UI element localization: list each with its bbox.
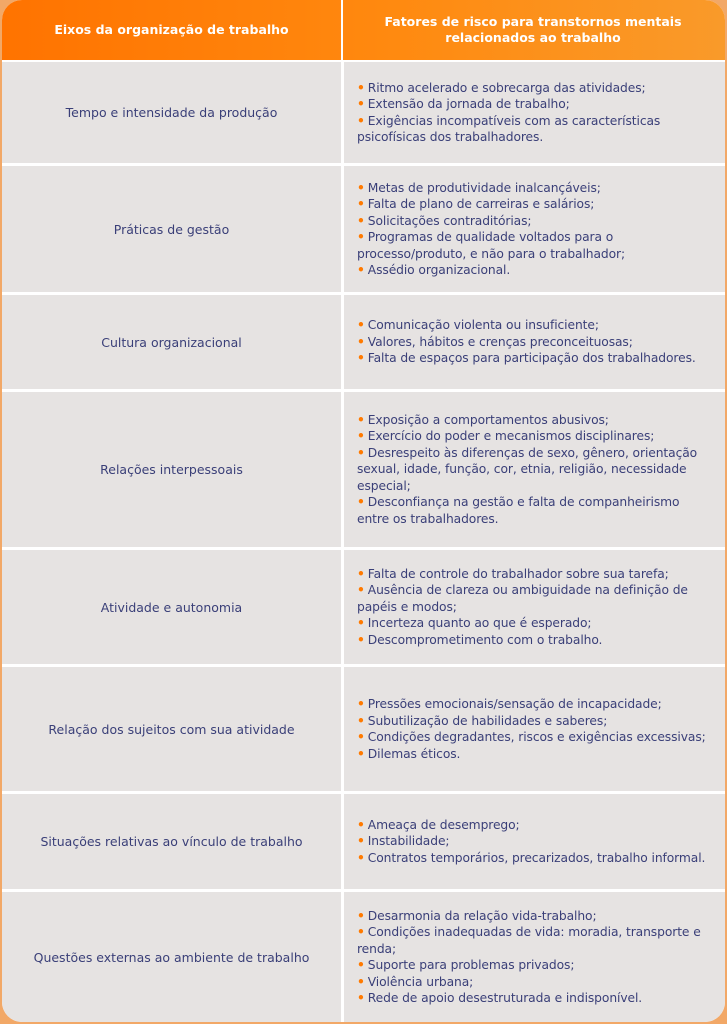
axis-cell: Situações relativas ao vínculo de trabalho bbox=[2, 794, 341, 889]
list-item: • Subutilização de habilidades e saberes; bbox=[357, 713, 706, 730]
table-row bbox=[2, 667, 725, 791]
list-item: • Falta de controle do trabalhador sobre sua tarefa; bbox=[357, 566, 715, 583]
factors-cell bbox=[344, 166, 725, 292]
risk-factors-table bbox=[2, 0, 725, 1022]
list-item: • Contratos temporários, precarizados, trabalho informal. bbox=[357, 850, 705, 867]
factors-list bbox=[357, 80, 715, 146]
table-row bbox=[2, 62, 725, 163]
axis-cell: Relações interpessoais bbox=[2, 392, 341, 547]
factors-cell bbox=[344, 62, 725, 163]
list-item: • Metas de produtividade inalcançáveis; bbox=[357, 180, 715, 197]
list-item: • Descomprometimento com o trabalho. bbox=[357, 632, 715, 649]
factors-cell bbox=[344, 392, 725, 547]
list-item: • Condições inadequadas de vida: moradia, transporte e renda; bbox=[357, 924, 715, 957]
list-item: • Desrespeito às diferenças de sexo, gênero, orientação sexual, idade, função, cor, etnia, religião, necessidade especial; bbox=[357, 445, 715, 495]
factors-cell bbox=[344, 794, 725, 889]
factors-cell bbox=[344, 295, 725, 389]
header-cell-axes: Eixos da organização de trabalho bbox=[54, 22, 289, 37]
axis-cell: Tempo e intensidade da produção bbox=[2, 62, 341, 163]
list-item: • Condições degradantes, riscos e exigências excessivas; bbox=[357, 729, 706, 746]
list-item: • Desconfiança na gestão e falta de companheirismo entre os trabalhadores. bbox=[357, 494, 715, 527]
factors-cell bbox=[344, 892, 725, 1022]
list-item: • Ameaça de desemprego; bbox=[357, 817, 705, 834]
list-item: • Comunicação violenta ou insuficiente; bbox=[357, 317, 696, 334]
list-item: • Valores, hábitos e crenças preconceituosas; bbox=[357, 334, 696, 351]
list-item: • Pressões emocionais/sensação de incapacidade; bbox=[357, 696, 706, 713]
list-item: • Rede de apoio desestruturada e indisponível. bbox=[357, 990, 715, 1007]
factors-list bbox=[357, 412, 715, 528]
axis-cell: Atividade e autonomia bbox=[2, 550, 341, 664]
table-row bbox=[2, 550, 725, 664]
table-header bbox=[2, 0, 725, 60]
axis-cell: Cultura organizacional bbox=[2, 295, 341, 389]
list-item: • Suporte para problemas privados; bbox=[357, 957, 715, 974]
axis-cell: Questões externas ao ambiente de trabalho bbox=[2, 892, 341, 1022]
factors-list bbox=[357, 180, 715, 279]
axis-cell: Relação dos sujeitos com sua atividade bbox=[2, 667, 341, 791]
factors-list bbox=[357, 908, 715, 1007]
header-cell-risk-factors: Fatores de risco para transtornos mentais relacionados ao trabalho bbox=[384, 14, 682, 45]
factors-list bbox=[357, 696, 706, 762]
list-item: • Incerteza quanto ao que é esperado; bbox=[357, 615, 715, 632]
list-item: • Programas de qualidade voltados para o processo/produto, e não para o trabalhador; bbox=[357, 229, 715, 262]
list-item: • Solicitações contraditórias; bbox=[357, 213, 715, 230]
list-item: • Extensão da jornada de trabalho; bbox=[357, 96, 715, 113]
factors-cell bbox=[344, 667, 725, 791]
table-row bbox=[2, 295, 725, 389]
list-item: • Desarmonia da relação vida-trabalho; bbox=[357, 908, 715, 925]
axis-cell: Práticas de gestão bbox=[2, 166, 341, 292]
factors-list bbox=[357, 566, 715, 649]
factors-cell bbox=[344, 550, 725, 664]
header-column-divider bbox=[341, 0, 343, 60]
factors-list bbox=[357, 817, 705, 867]
list-item: • Exercício do poder e mecanismos disciplinares; bbox=[357, 428, 715, 445]
list-item: • Falta de espaços para participação dos trabalhadores. bbox=[357, 350, 696, 367]
table-row bbox=[2, 166, 725, 292]
list-item: • Violência urbana; bbox=[357, 974, 715, 991]
list-item: • Dilemas éticos. bbox=[357, 746, 706, 763]
table-row bbox=[2, 892, 725, 1022]
list-item: • Falta de plano de carreiras e salários; bbox=[357, 196, 715, 213]
list-item: • Exposição a comportamentos abusivos; bbox=[357, 412, 715, 429]
list-item: • Assédio organizacional. bbox=[357, 262, 715, 279]
table-row bbox=[2, 392, 725, 547]
list-item: • Exigências incompatíveis com as características psicofísicas dos trabalhadores. bbox=[357, 113, 715, 146]
list-item: • Ausência de clareza ou ambiguidade na definição de papéis e modos; bbox=[357, 582, 715, 615]
table-row bbox=[2, 794, 725, 889]
factors-list bbox=[357, 317, 696, 367]
list-item: • Instabilidade; bbox=[357, 833, 705, 850]
list-item: • Ritmo acelerado e sobrecarga das atividades; bbox=[357, 80, 715, 97]
